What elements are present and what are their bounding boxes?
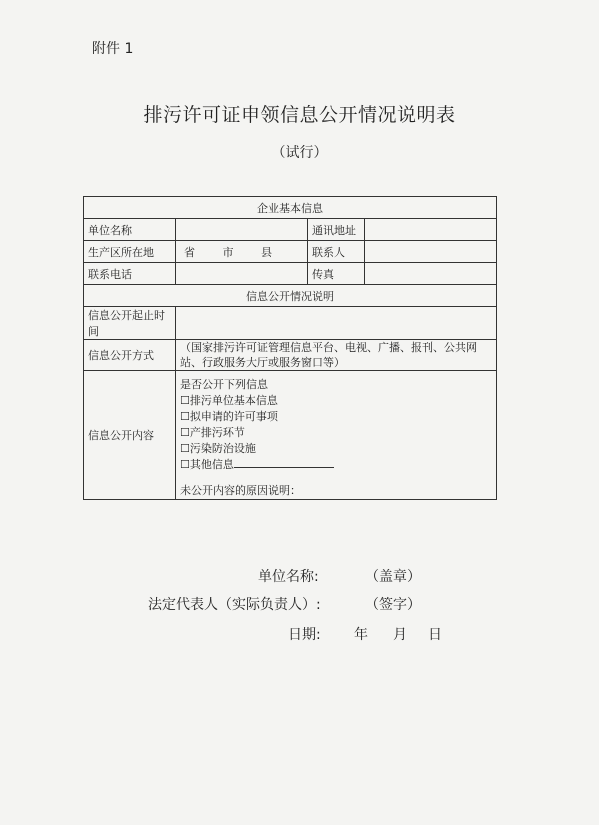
contact-label: 联系人 [308,241,365,263]
sign-day: 日 [428,627,442,643]
sign-rep-value: （签字） [365,597,421,613]
period-label: 信息公开起止时间 [84,307,176,340]
other-underline [234,457,334,468]
phone-field[interactable] [176,263,308,285]
method-label: 信息公开方式 [84,340,176,371]
checkbox-pollution-facilities[interactable]: ☐污染防治设施 [180,442,256,455]
unit-name-label: 单位名称 [84,219,176,241]
phone-label: 联系电话 [84,263,176,285]
unit-name-field[interactable] [176,219,308,241]
method-field[interactable]: （国家排污许可证管理信息平台、电视、广播、报刊、公共网站、行政服务大厅或服务窗口等） [176,340,497,371]
document-subtitle: （试行） [271,145,328,161]
content-field[interactable] [176,371,497,500]
city-label: 市 [222,245,234,259]
fax-label: 传真 [308,263,365,285]
content-line: 是否公开下列信息 [180,378,268,391]
reason-label: 未公开内容的原因说明： [180,484,301,497]
location-label: 生产区所在地 [84,241,176,263]
province-label: 省 [184,245,195,259]
contact-field[interactable] [365,241,497,263]
location-field[interactable] [176,241,308,263]
fax-field[interactable] [365,263,497,285]
sign-unit-value: （盖章） [365,569,421,585]
sign-unit-label: 单位名称: [258,569,319,585]
checkbox-permit-items[interactable]: ☐拟申请的许可事项 [180,410,278,423]
document-title: 排污许可证申领信息公开情况说明表 [143,104,456,126]
period-field[interactable] [176,307,497,340]
sign-year: 年 [354,627,368,643]
sign-date-label: 日期: [288,627,321,643]
checkbox-emission-links[interactable]: ☐产排污环节 [180,426,245,439]
content-label: 信息公开内容 [84,371,176,500]
county-label: 县 [261,245,272,259]
sign-rep-label: 法定代表人（实际负责人）: [148,597,321,613]
checkbox-other[interactable]: ☐其他信息 [180,457,492,473]
checkbox-basic-info[interactable]: ☐排污单位基本信息 [180,394,278,407]
info-table [83,196,497,500]
section-disclosure: 信息公开情况说明 [84,285,497,307]
address-field[interactable] [365,219,497,241]
address-label: 通讯地址 [308,219,365,241]
attachment-label: 附件 1 [92,41,134,57]
sign-month: 月 [393,627,407,643]
section-basic-info: 企业基本信息 [84,197,497,219]
